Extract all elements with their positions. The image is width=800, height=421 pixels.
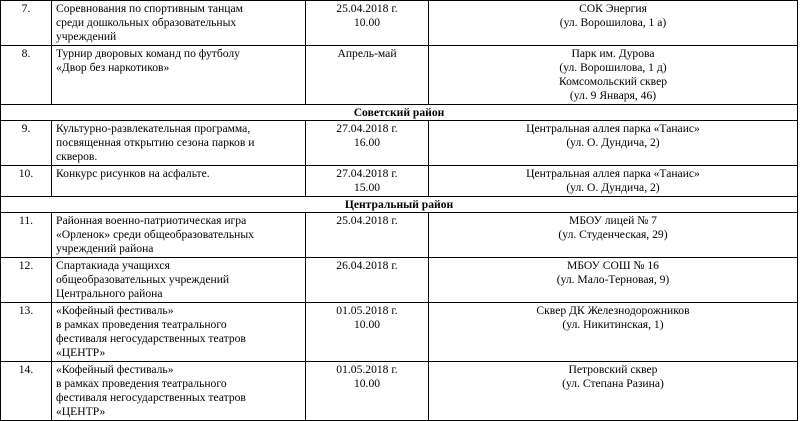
event-place-line: (ул. О. Дундича, 2) <box>566 181 660 194</box>
event-name-line: «ЦЕНТР» <box>56 346 106 359</box>
event-date-line: 25.04.2018 г. <box>336 214 398 227</box>
event-name-cell <box>52 303 306 362</box>
event-place-line: (ул. Никитинская, 1) <box>562 318 664 331</box>
event-place-line: (ул. Ворошилова, 1 а) <box>559 16 667 29</box>
event-name-line: Соревнования по спортивным танцам <box>56 2 243 15</box>
event-name-line: Культурно-развлекательная программа, <box>56 122 251 135</box>
event-place-cell <box>429 362 798 421</box>
event-name-line: «Орленок» среди общеобразовательных <box>56 228 254 241</box>
table-row <box>1 213 798 258</box>
event-place-line: Сквер ДК Железнодорожников <box>536 304 690 317</box>
event-place-line: Петровский сквер <box>568 363 658 376</box>
event-place-line: Комсомольский сквер <box>558 75 668 88</box>
event-place-line: (ул. Студенческая, 29) <box>558 228 668 241</box>
event-name-line: Конкурс рисунков на асфальте. <box>56 167 210 180</box>
table-row <box>1 362 798 421</box>
event-date-cell <box>306 258 429 303</box>
table-row <box>1 46 798 105</box>
event-name-line: учреждений <box>56 30 117 43</box>
event-place-cell <box>429 303 798 362</box>
event-name-line: учреждений района <box>56 242 154 255</box>
event-date-line: 27.04.2018 г. <box>336 122 398 135</box>
event-place-line: (ул. 9 Января, 46) <box>569 89 657 102</box>
event-place-line: (ул. Степана Разина) <box>562 377 664 390</box>
event-date-line: 10.00 <box>353 318 381 331</box>
event-name-line: Турнир дворовых команд по футболу <box>56 47 240 60</box>
event-place-line: СОК Энергия <box>579 2 647 15</box>
event-name-line: Районная военно-патриотическая игра <box>56 214 247 227</box>
event-date-cell <box>306 121 429 166</box>
event-name-line: в рамках проведения театрального <box>56 377 227 390</box>
table-row <box>1 121 798 166</box>
event-place-line: Парк им. Дурова <box>571 47 655 60</box>
event-name-line: в рамках проведения театрального <box>56 318 227 331</box>
table-row <box>1 166 798 197</box>
table-row <box>1 1 798 46</box>
event-name-line: среди дошкольных образовательных <box>56 16 237 29</box>
section-header-row <box>1 197 798 213</box>
event-date-line: 15.00 <box>353 181 381 194</box>
row-number: 8. <box>1 46 52 105</box>
event-date-cell <box>306 303 429 362</box>
event-date-line: 27.04.2018 г. <box>336 167 398 180</box>
event-place-line: МБОУ лицей № 7 <box>569 214 657 227</box>
event-name-line: общеобразовательных учреждений <box>56 273 230 286</box>
event-date-line: 01.05.2018 г. <box>336 363 398 376</box>
event-name-line: «Кофейный фестиваль» <box>56 363 174 376</box>
event-date-line: 10.00 <box>353 377 381 390</box>
event-place-cell <box>429 46 798 105</box>
event-place-line: Центральная аллея парка «Танаис» <box>526 122 700 135</box>
section-title: Советский район <box>1 105 798 121</box>
event-date-cell <box>306 1 429 46</box>
section-header-row <box>1 105 798 121</box>
event-place-line: МБОУ СОШ № 16 <box>567 259 659 272</box>
event-name-line: Спартакиада учащихся <box>56 259 170 272</box>
event-date-line: 25.04.2018 г. <box>336 2 398 15</box>
event-date-line: 26.04.2018 г. <box>336 259 398 272</box>
row-number: 14. <box>1 362 52 421</box>
event-name-line: скверов. <box>56 150 98 163</box>
event-date-line: 01.05.2018 г. <box>336 304 398 317</box>
row-number: 11. <box>1 213 52 258</box>
table-row <box>1 303 798 362</box>
event-place-cell <box>429 166 798 197</box>
event-date-line: 16.00 <box>353 136 381 149</box>
row-number: 12. <box>1 258 52 303</box>
events-table-body <box>1 1 798 421</box>
event-place-cell <box>429 258 798 303</box>
row-number: 13. <box>1 303 52 362</box>
event-place-line: (ул. О. Дундича, 2) <box>566 136 660 149</box>
event-date-line: Апрель-май <box>337 47 397 60</box>
row-number: 9. <box>1 121 52 166</box>
section-title: Центральный район <box>1 197 798 213</box>
row-number: 10. <box>1 166 52 197</box>
event-name-line: фестиваля негосударственных театров <box>56 332 246 345</box>
event-name-cell <box>52 258 306 303</box>
event-name-line: фестиваля негосударственных театров <box>56 391 246 404</box>
event-place-line: Центральная аллея парка «Танаис» <box>526 167 700 180</box>
event-place-cell <box>429 1 798 46</box>
event-name-cell <box>52 166 306 197</box>
event-place-line: (ул. Ворошилова, 1 д) <box>559 61 667 74</box>
event-name-cell <box>52 46 306 105</box>
event-place-line: (ул. Мало-Терновая, 9) <box>556 273 670 286</box>
event-date-cell <box>306 166 429 197</box>
event-date-cell <box>306 362 429 421</box>
row-number: 7. <box>1 1 52 46</box>
event-name-line: «Кофейный фестиваль» <box>56 304 174 317</box>
event-name-line: «Двор без наркотиков» <box>56 61 170 74</box>
event-name-cell <box>52 1 306 46</box>
event-name-line: Центрального района <box>56 287 163 300</box>
event-date-line: 10.00 <box>353 16 381 29</box>
table-row <box>1 258 798 303</box>
event-place-cell <box>429 213 798 258</box>
event-name-cell <box>52 213 306 258</box>
event-date-cell <box>306 213 429 258</box>
event-name-line: посвященная открытию сезона парков и <box>56 136 255 149</box>
event-date-cell <box>306 46 429 105</box>
event-name-cell <box>52 362 306 421</box>
event-name-line: «ЦЕНТР» <box>56 405 106 418</box>
event-name-cell <box>52 121 306 166</box>
event-place-cell <box>429 121 798 166</box>
